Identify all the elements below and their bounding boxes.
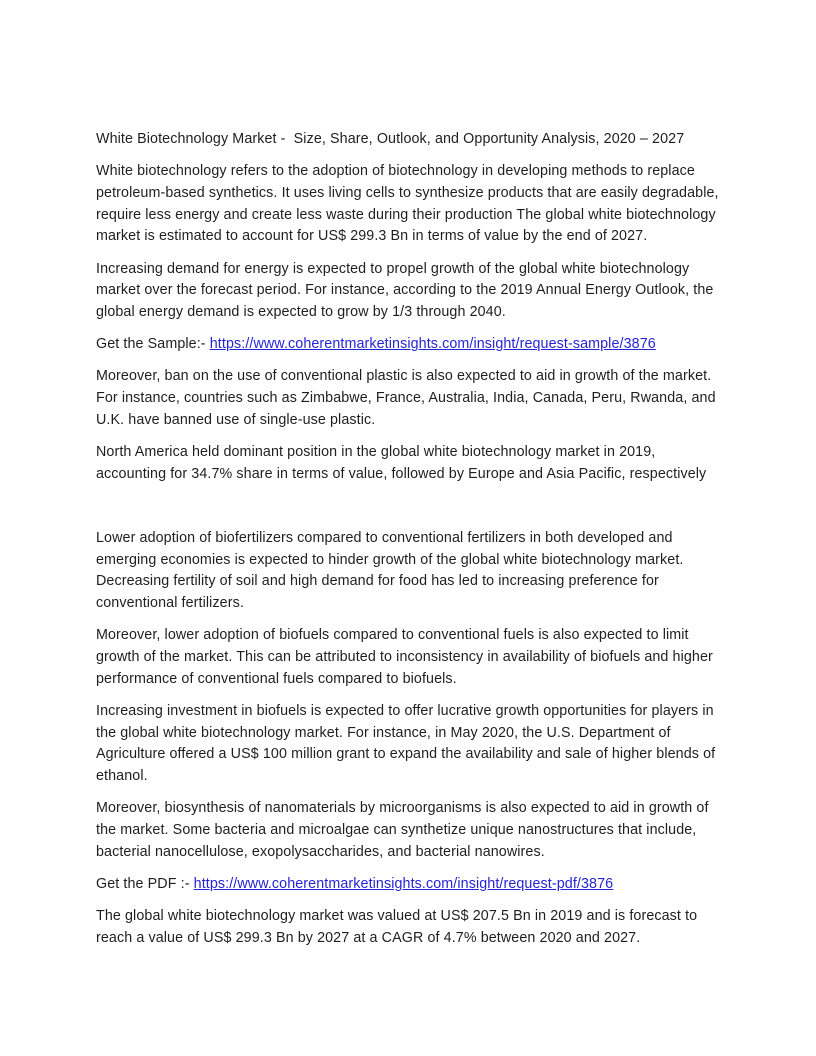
pdf-link-label: Get the PDF :- [96,875,194,892]
sample-request-link[interactable]: https://www.coherentmarketinsights.com/insight/request-sample/3876 [209,336,656,353]
paragraph-energy-demand: Increasing demand for energy is expected to propel growth of the global white biotechnology market over the forecast period. For instance, according to the 2019 Annual Energy Outlook, the global energy demand is expected to grow by 1/3 through 2040. [96,260,714,320]
paragraph-plastic-ban: Moreover, ban on the use of conventional plastic is also expected to aid in growth of the market. For instance, countries such as Zimbabwe, France, Australia, India, Canada, Peru, Rwanda, and U.K. have banned use of single-use plastic. [96,368,716,428]
sample-link-line [96,334,720,356]
paragraph-north-america: North America held dominant position in the global white biotechnology market in 2019, accounting for 34.7% share in terms of value, followed by Europe and Asia Pacific, respectively [96,443,707,482]
empty-paragraph [96,496,720,518]
document-title: White Biotechnology Market - Size, Share, Outlook, and Opportunity Analysis, 2020 – 2027 [96,131,685,147]
pdf-request-link[interactable]: https://www.coherentmarketinsights.com/insight/request-pdf/3876 [193,875,614,892]
paragraph-valuation: The global white biotechnology market was valued at US$ 207.5 Bn in 2019 and is forecast to reach a value of US$ 299.3 Bn by 2027 at a CAGR of 4.7% between 2020 and 2027. [96,908,698,946]
paragraph-biofuels: Moreover, lower adoption of biofuels compared to conventional fuels is also expected to limit growth of the market. This can be attributed to inconsistency in availability of biofuels and higher performance of conventional fuels compared to biofuels. [96,627,713,687]
paragraph-intro: White biotechnology refers to the adoption of biotechnology in developing methods to replace petroleum-based synthetics. It uses living cells to synthesize products that are easily degradable, require less energy and create less waste during their production The global white biotechnology market is estimated to account for US$ 299.3 Bn in terms of value by the end of 2027. [96,163,719,245]
paragraph-investment: Increasing investment in biofuels is expected to offer lucrative growth opportunities for players in the global white biotechnology market. For instance, in May 2020, the U.S. Department of Agriculture offered a US$ 100 million grant to expand the availability and sale of higher blends of ethanol. [96,702,716,785]
paragraph-biofertilizers: Lower adoption of biofertilizers compared to conventional fertilizers in both developed and emerging economies is expected to hinder growth of the global white biotechnology market. Decreasing fertility of soil and high demand for food has led to increasing preference for conventional fertilizers. [96,530,684,612]
sample-link-label: Get the Sample:- [96,336,210,353]
pdf-link-line [96,874,720,896]
paragraph-nanomaterials: Moreover, biosynthesis of nanomaterials by microorganisms is also expected to aid in growth of the market. Some bacteria and microalgae can synthetize unique nanostructures that include, bacterial nanocellulose, exopolysaccharides, and bacterial nanowires. [96,800,709,860]
